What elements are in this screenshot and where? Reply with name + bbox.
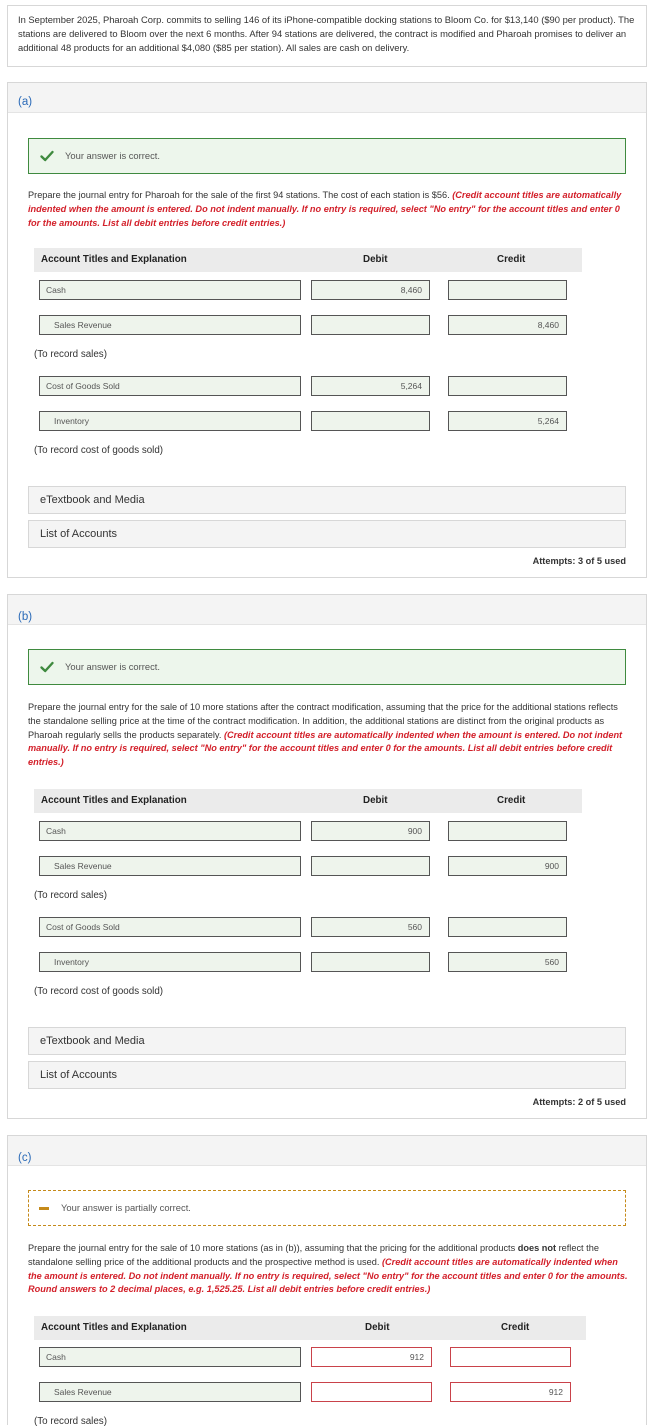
debit-input[interactable] <box>311 856 430 876</box>
part-a-feedback <box>28 138 626 174</box>
list-of-accounts-link[interactable]: List of Accounts <box>28 520 626 548</box>
partial-dash-icon <box>39 1207 49 1210</box>
account-select[interactable]: Inventory <box>39 952 301 972</box>
etextbook-link[interactable]: eTextbook and Media <box>28 486 626 514</box>
credit-input[interactable]: 8,460 <box>448 315 567 335</box>
credit-input[interactable] <box>448 917 567 937</box>
credit-input[interactable]: 560 <box>448 952 567 972</box>
account-column-header: Account Titles and Explanation <box>41 254 187 265</box>
part-c-instructions: Prepare the journal entry for the sale of 10 more stations (as in (b)), assuming that the pricing for the additional products does not reflect the standalone selling price of the additional products and the prospective method is used. (Credit account titles are automatically indented when the amount is entered. Do not indent manually. If no entry is required, select "No entry" for the account titles and enter 0 for the amounts. Round answers to 2 decimal places, e.g. 1,525.25. List all debit entries before credit entries.) <box>28 1243 628 1295</box>
account-select[interactable]: Inventory <box>39 411 301 431</box>
account-select[interactable]: Cost of Goods Sold <box>39 917 301 937</box>
memo-to-record-sales: (To record sales) <box>34 890 107 901</box>
feedback-text: Your answer is correct. <box>65 661 161 672</box>
account-select[interactable]: Cost of Goods Sold <box>39 376 301 396</box>
credit-column-header: Credit <box>497 795 526 806</box>
account-select[interactable]: Sales Revenue <box>39 856 301 876</box>
account-select[interactable]: Cash <box>39 280 301 300</box>
check-icon <box>40 149 54 163</box>
journal-table-header <box>34 789 582 813</box>
debit-column-header: Debit <box>365 1322 390 1333</box>
account-column-header: Account Titles and Explanation <box>41 1322 187 1333</box>
credit-input[interactable]: 5,264 <box>448 411 567 431</box>
part-b-header <box>8 595 646 625</box>
part-a-label: (a) <box>18 96 33 108</box>
credit-column-header: Credit <box>501 1322 530 1333</box>
part-b-label: (b) <box>18 611 33 623</box>
account-select[interactable]: Cash <box>39 1347 301 1367</box>
debit-input[interactable]: 900 <box>311 821 430 841</box>
memo-to-record-cogs: (To record cost of goods sold) <box>34 986 164 997</box>
part-b-feedback <box>28 649 626 685</box>
feedback-text: Your answer is partially correct. <box>61 1202 191 1213</box>
part-b-section <box>7 594 647 1119</box>
part-a-instructions: Prepare the journal entry for Pharoah for the sale of the first 94 stations. The cost of each station is $56. (Credit account titles are automatically indented when the amount is entered. Do not indent manually. If no entry is required, select "No entry" for the account titles and enter 0 for the amounts. List all debit entries before credit entries.) <box>28 190 622 228</box>
debit-input[interactable] <box>311 1382 432 1402</box>
journal-table-header <box>34 248 582 272</box>
debit-input[interactable]: 560 <box>311 917 430 937</box>
part-a-header <box>8 83 646 113</box>
part-c-label: (c) <box>18 1152 32 1164</box>
part-c-section <box>7 1135 647 1425</box>
debit-input[interactable]: 8,460 <box>311 280 430 300</box>
journal-table-header <box>34 1316 586 1340</box>
debit-input[interactable]: 912 <box>311 1347 432 1367</box>
credit-input[interactable]: 900 <box>448 856 567 876</box>
debit-input[interactable]: 5,264 <box>311 376 430 396</box>
attempts-counter: Attempts: 3 of 5 used <box>532 556 626 566</box>
list-of-accounts-link[interactable]: List of Accounts <box>28 1061 626 1089</box>
credit-input[interactable] <box>448 280 567 300</box>
credit-input[interactable] <box>450 1347 571 1367</box>
account-select[interactable]: Sales Revenue <box>39 1382 301 1402</box>
check-icon <box>40 660 54 674</box>
account-select[interactable]: Sales Revenue <box>39 315 301 335</box>
credit-column-header: Credit <box>497 254 526 265</box>
credit-input[interactable] <box>448 821 567 841</box>
debit-column-header: Debit <box>363 795 388 806</box>
feedback-text: Your answer is correct. <box>65 150 161 161</box>
part-b-instructions: Prepare the journal entry for the sale of 10 more stations after the contract modification, assuming that the price for the additional stations reflects the standalone selling price at the time of the contract modification. In addition, the additional stations are distinct from the original products as Pharoah regularly sells the products separately. (Credit account titles are automatically indented when the amount is entered. Do not indent manually. If no entry is required, select "No entry" for the account titles and enter 0 for the amounts. List all debit entries before credit entries.) <box>28 702 623 768</box>
debit-input[interactable] <box>311 315 430 335</box>
credit-input[interactable]: 912 <box>450 1382 571 1402</box>
memo-to-record-cogs: (To record cost of goods sold) <box>34 445 164 456</box>
part-a-section <box>7 82 647 578</box>
account-select[interactable]: Cash <box>39 821 301 841</box>
etextbook-link[interactable]: eTextbook and Media <box>28 1027 626 1055</box>
memo-to-record-sales: (To record sales) <box>34 1416 107 1427</box>
credit-input[interactable] <box>448 376 567 396</box>
debit-column-header: Debit <box>363 254 388 265</box>
part-c-header <box>8 1136 646 1166</box>
account-column-header: Account Titles and Explanation <box>41 795 187 806</box>
memo-to-record-sales: (To record sales) <box>34 349 107 360</box>
attempts-counter: Attempts: 2 of 5 used <box>532 1097 626 1107</box>
part-c-feedback <box>28 1190 626 1226</box>
problem-statement: In September 2025, Pharoah Corp. commits to selling 146 of its iPhone-compatible docking stations to Bloom Co. for $13,140 ($90 per product). The stations are delivered to Bloom over the next 6 months. After 94 stations are delivered, the contract is modified and Pharoah promises to deliver an additional 48 products for an additional $4,080 ($85 per station). All sales are cash on delivery. <box>7 5 647 67</box>
debit-input[interactable] <box>311 411 430 431</box>
debit-input[interactable] <box>311 952 430 972</box>
